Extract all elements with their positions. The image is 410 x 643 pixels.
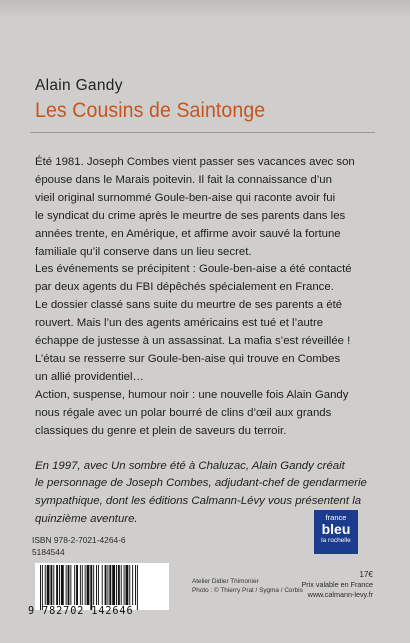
barcode-bar (102, 565, 103, 605)
barcode-bar (112, 565, 115, 605)
barcode-bar (135, 565, 136, 605)
barcode-bar (59, 565, 60, 605)
barcode-bar (132, 565, 133, 605)
credits (192, 578, 303, 595)
book-title: Les Cousins de Saintonge (35, 99, 266, 122)
barcode-bar (124, 565, 125, 605)
barcode-bar (85, 565, 86, 605)
design-credit: Atelier Didier Thimonier (192, 578, 259, 585)
barcode-bar (93, 565, 94, 605)
barcode-bar (137, 565, 138, 610)
barcode-bar (105, 565, 107, 605)
blurb-paragraph: L’étau se resserre sur Goule-ben-aise qui trouve en Combes un allié providentiel… (35, 352, 341, 383)
blurb-paragraph: Les événements se précipitent : Goule-ben-aise a été contacté par deux agents du FBI dépêchés spécialement en France. (35, 263, 352, 294)
barcode-bar (45, 565, 46, 605)
barcode-bar (53, 565, 54, 605)
barcode-bar (129, 565, 130, 605)
series-note: En 1997, avec Un sombre été à Chaluzac, Alain Gandy créait le personnage de Joseph Combes, adjudant-chef de gendarmerie sympathique, dont les éditions Calmann-Lévy vous présentent la quinzième aventure. (35, 459, 367, 526)
isbn-number: ISBN 978-2-7021-4264-6 (32, 535, 126, 545)
isbn-block (32, 535, 126, 558)
blurb-paragraph: Action, suspense, humour noir : une nouvelle fois Alain Gandy nous régale avec un polar bourré de clins d’œil aux grands classiques du genre et plein de saveurs du terroir. (35, 388, 349, 437)
barcode-bar (107, 565, 108, 605)
barcode-bar (96, 565, 97, 605)
product-code: 5184544 (32, 546, 65, 557)
barcode-bar (90, 565, 92, 610)
barcode-bar (76, 565, 78, 605)
price: 17€ (359, 570, 373, 579)
barcode-bar (109, 565, 111, 605)
barcode-bar (47, 565, 50, 605)
publisher-website: www.calmann-levy.fr (307, 589, 373, 599)
barcode-bar (50, 565, 52, 605)
barcode-bar (56, 565, 58, 605)
blurb-paragraph: Été 1981. Joseph Combes vient passer ses vacances avec son épouse dans le Marais poitevin. Il fait la connaissance d’un vieil original surnommé Goule-ben-aise qui raconte avoir fui le syndicat du crime après le meurtre de ses parents dans les années trente, en Amérique, et affirme avoir sauvé la fortune familiale qu’il conserve dans un lieu secret. (35, 156, 355, 258)
france-bleu-logo (314, 510, 358, 554)
author-name: Alain Gandy (35, 77, 123, 94)
barcode-bar (118, 565, 120, 605)
barcode-bar (61, 565, 64, 605)
price-validity: Prix valable en France (301, 579, 373, 589)
blurb (35, 154, 385, 529)
barcode-bar (87, 565, 90, 605)
barcode-bar (80, 565, 81, 605)
barcode-bar (42, 565, 43, 610)
logo-line-2: bleu (321, 521, 351, 537)
barcode-bar (126, 565, 129, 605)
barcode-bar (74, 565, 75, 605)
barcode-bar (68, 565, 70, 605)
barcode (35, 563, 169, 610)
blurb-paragraph: Le dossier classé sans suite du meurtre de ses parents a été rouvert. Mais l’un des agents américains est tué et l’autre échappe de justesse à un assassinat. La mafia s’est réveillée ! (35, 299, 351, 348)
logo-line-3: la rochelle (321, 537, 351, 544)
barcode-bar (40, 565, 41, 610)
barcode-bar (98, 565, 99, 605)
price-block (301, 570, 373, 599)
barcode-bar (121, 565, 122, 605)
barcode-bar (70, 565, 71, 605)
barcode-bar (82, 565, 83, 605)
title-divider (30, 132, 375, 133)
barcode-bar (66, 565, 67, 605)
barcode-bar (116, 565, 117, 605)
logo-line-1: france (325, 513, 347, 522)
photo-credit: Photo : © Thierry Prat / Sygma / Corbis (192, 586, 303, 594)
barcode-digits: 9 782702 142646 (28, 606, 134, 617)
